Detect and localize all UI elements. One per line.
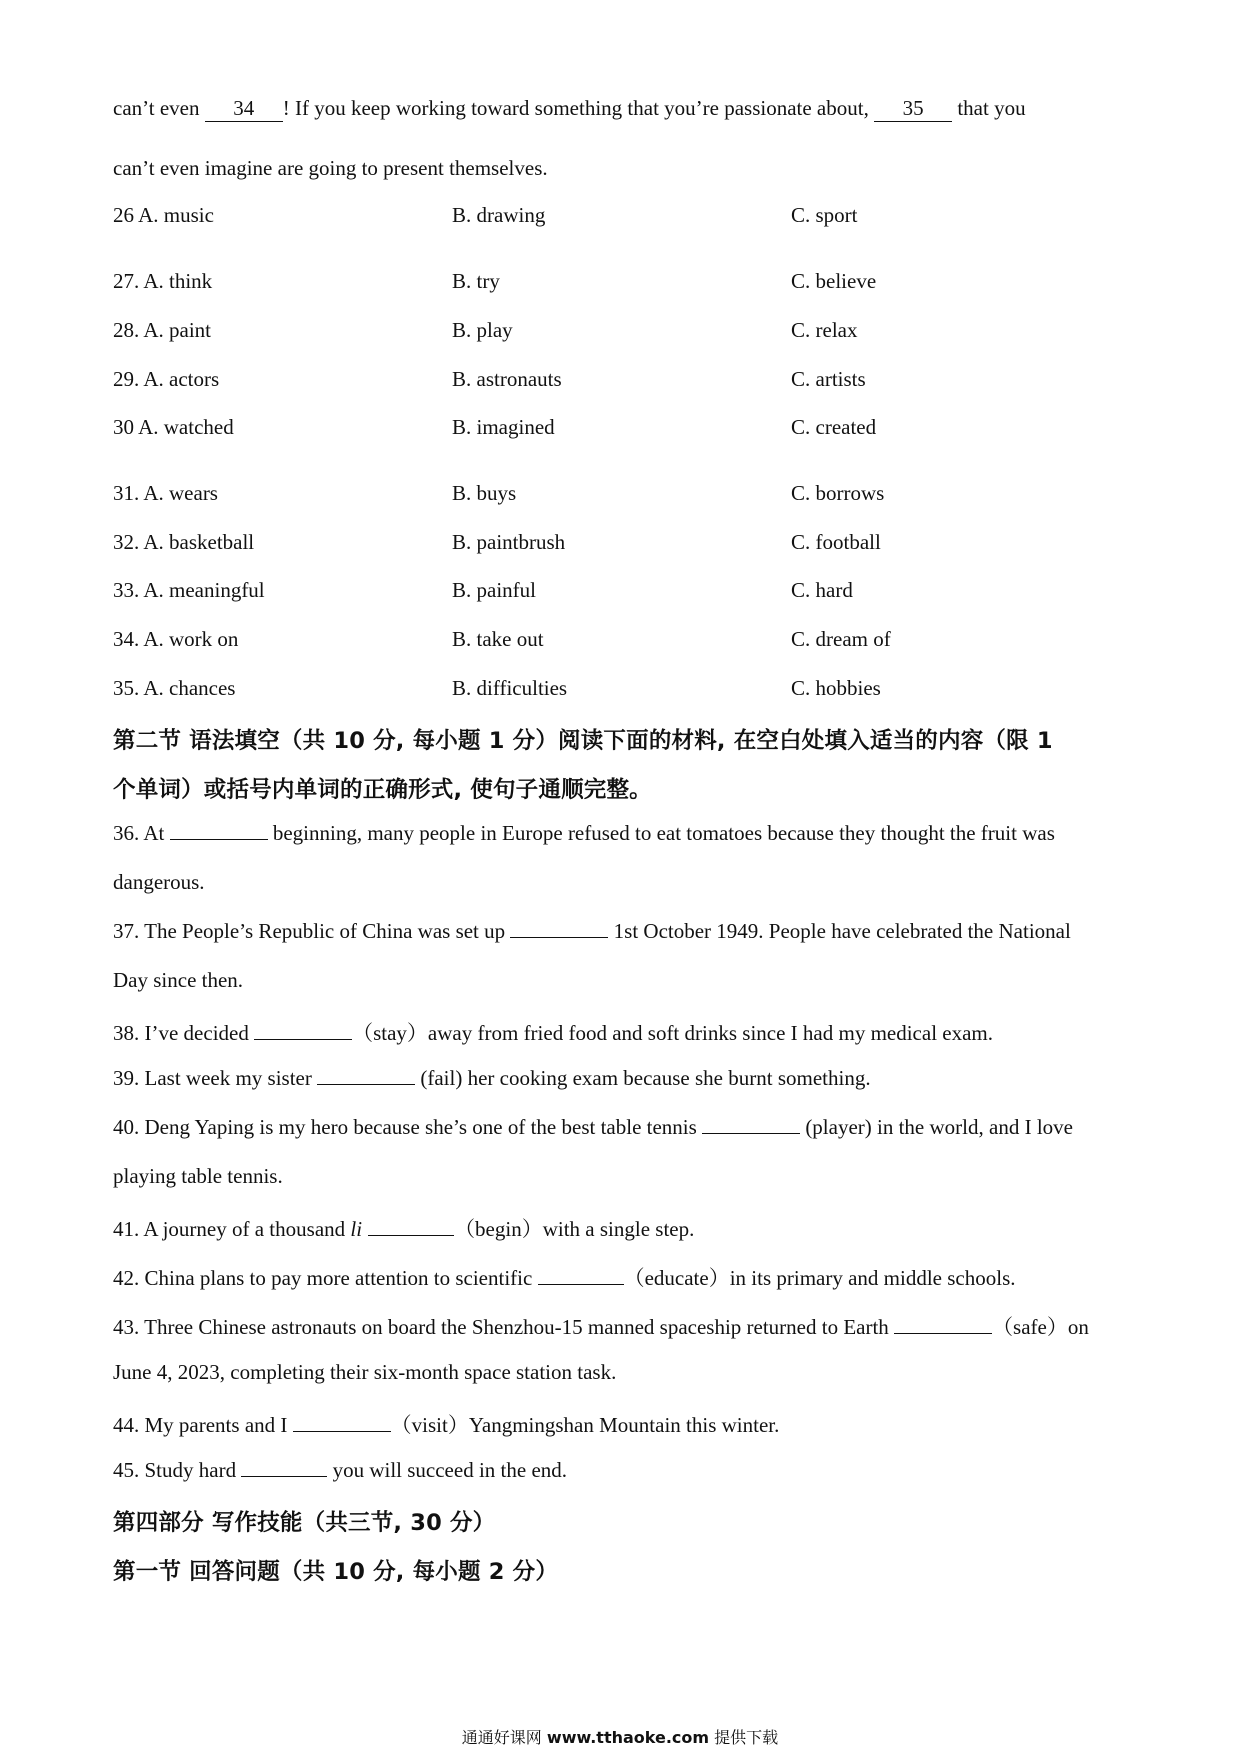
question-text: 43. Three Chinese astronauts on board the Shenzhou-15 manned spaceship returned to Earth bbox=[113, 1315, 895, 1339]
option-b: B. astronauts bbox=[452, 367, 562, 391]
answer-blank bbox=[317, 1084, 415, 1085]
question-text: 40. Deng Yaping is my hero because she’s one of the best table tennis bbox=[113, 1115, 703, 1139]
option-a: 29. A. actors bbox=[113, 367, 220, 391]
passage-line-2: can’t even imagine are going to present themselves. bbox=[113, 156, 548, 180]
question-text: 1st October 1949. People have celebrated the National bbox=[608, 919, 1071, 943]
answer-blank bbox=[254, 1039, 352, 1040]
question-text: 36. At bbox=[113, 821, 170, 845]
option-row-27 bbox=[113, 269, 1133, 299]
option-row-29 bbox=[113, 367, 1133, 397]
question-text: 44. My parents and I bbox=[113, 1413, 293, 1437]
footer-site-name: 通通好课网 bbox=[461, 1728, 542, 1747]
option-a: 28. A. paint bbox=[113, 318, 211, 342]
option-a: 34. A. work on bbox=[113, 627, 239, 651]
question-37 bbox=[113, 919, 1071, 944]
option-b: B. buys bbox=[452, 481, 517, 505]
option-row-28 bbox=[113, 318, 1133, 348]
option-b: B. imagined bbox=[452, 415, 555, 439]
option-b: B. drawing bbox=[452, 203, 546, 227]
option-b: B. paintbrush bbox=[452, 530, 566, 554]
option-row-26 bbox=[113, 203, 1133, 233]
option-a: 31. A. wears bbox=[113, 481, 218, 505]
option-row-34 bbox=[113, 627, 1133, 657]
question-36-cont: dangerous. bbox=[113, 870, 205, 894]
answer-blank bbox=[368, 1235, 454, 1236]
option-b: B. painful bbox=[452, 578, 536, 602]
option-a: 26 A. music bbox=[113, 203, 214, 227]
italic-word: li bbox=[350, 1217, 363, 1241]
option-a: 35. A. chances bbox=[113, 676, 236, 700]
passage-line-1 bbox=[113, 96, 1026, 122]
option-row-30 bbox=[113, 415, 1133, 445]
question-45 bbox=[113, 1458, 567, 1483]
option-c: C. hard bbox=[791, 578, 853, 602]
question-text: 38. I’ve decided bbox=[113, 1021, 255, 1045]
option-row-32 bbox=[113, 530, 1133, 560]
question-text: 45. Study hard bbox=[113, 1458, 242, 1482]
answer-blank bbox=[241, 1476, 327, 1477]
question-38 bbox=[113, 1017, 993, 1047]
question-text: （educate）in its primary and middle schools. bbox=[623, 1266, 1016, 1290]
section-heading-cont: 个单词）或括号内单词的正确形式, 使句子通顺完整。 bbox=[113, 777, 652, 803]
footer-download-text: 提供下载 bbox=[714, 1728, 779, 1747]
answer-blank bbox=[170, 839, 268, 840]
passage-text: ! If you keep working toward something that you’re passionate about, bbox=[282, 96, 875, 120]
option-row-31 bbox=[113, 481, 1133, 511]
question-text: （safe）on bbox=[992, 1315, 1089, 1339]
answer-blank bbox=[293, 1431, 391, 1432]
section-heading: 第一节 回答问题（共 10 分, 每小题 2 分） bbox=[113, 1559, 559, 1585]
option-b: B. take out bbox=[452, 627, 544, 651]
question-39 bbox=[113, 1066, 871, 1091]
question-text: （visit）Yangmingshan Mountain this winter. bbox=[390, 1413, 780, 1437]
option-b: B. try bbox=[452, 269, 500, 293]
question-text: (fail) her cooking exam because she burnt something. bbox=[415, 1066, 871, 1090]
passage-text: that you bbox=[952, 96, 1026, 120]
answer-blank bbox=[510, 937, 608, 938]
passage-text: can’t even bbox=[113, 96, 205, 120]
question-40-cont: playing table tennis. bbox=[113, 1164, 283, 1188]
option-c: C. borrows bbox=[791, 481, 885, 505]
option-c: C. believe bbox=[791, 269, 877, 293]
blank-35: 35 bbox=[874, 96, 952, 122]
option-row-33 bbox=[113, 578, 1133, 608]
question-41 bbox=[113, 1213, 694, 1243]
answer-blank bbox=[702, 1133, 800, 1134]
question-43 bbox=[113, 1311, 1089, 1341]
question-40 bbox=[113, 1115, 1073, 1140]
page-footer bbox=[0, 1725, 1240, 1748]
question-text: 39. Last week my sister bbox=[113, 1066, 318, 1090]
option-c: C. relax bbox=[791, 318, 858, 342]
question-text: 42. China plans to pay more attention to scientific bbox=[113, 1266, 538, 1290]
question-42 bbox=[113, 1262, 1016, 1292]
question-36 bbox=[113, 821, 1055, 846]
question-text: (player) in the world, and I love bbox=[800, 1115, 1073, 1139]
option-a: 30 A. watched bbox=[113, 415, 234, 439]
question-37-cont: Day since then. bbox=[113, 968, 244, 992]
question-text: 37. The People’s Republic of China was set up bbox=[113, 919, 511, 943]
option-c: C. dream of bbox=[791, 627, 891, 651]
option-a: 33. A. meaningful bbox=[113, 578, 265, 602]
option-c: C. sport bbox=[791, 203, 858, 227]
option-row-35 bbox=[113, 676, 1133, 706]
section-heading: 第二节 语法填空（共 10 分, 每小题 1 分）阅读下面的材料, 在空白处填入适当的内容（限 1 bbox=[113, 728, 1053, 754]
footer-site-url[interactable]: www.tthaoke.com bbox=[546, 1728, 710, 1747]
option-c: C. artists bbox=[791, 367, 866, 391]
question-43-cont: June 4, 2023, completing their six-month space station task. bbox=[113, 1360, 617, 1384]
question-text: you will succeed in the end. bbox=[327, 1458, 568, 1482]
part-heading: 第四部分 写作技能（共三节, 30 分） bbox=[113, 1510, 496, 1536]
question-44 bbox=[113, 1409, 779, 1439]
answer-blank bbox=[538, 1284, 624, 1285]
option-a: 27. A. think bbox=[113, 269, 213, 293]
question-text: （begin）with a single step. bbox=[454, 1217, 695, 1241]
question-text: 41. A journey of a thousand bbox=[113, 1217, 351, 1241]
option-b: B. difficulties bbox=[452, 676, 568, 700]
option-b: B. play bbox=[452, 318, 513, 342]
answer-blank bbox=[894, 1333, 992, 1334]
option-c: C. football bbox=[791, 530, 881, 554]
option-c: C. created bbox=[791, 415, 877, 439]
option-c: C. hobbies bbox=[791, 676, 881, 700]
option-a: 32. A. basketball bbox=[113, 530, 255, 554]
question-text: beginning, many people in Europe refused to eat tomatoes because they thought the fruit was bbox=[267, 821, 1055, 845]
question-text: （stay）away from fried food and soft drinks since I had my medical exam. bbox=[352, 1021, 994, 1045]
blank-34: 34 bbox=[205, 96, 283, 122]
